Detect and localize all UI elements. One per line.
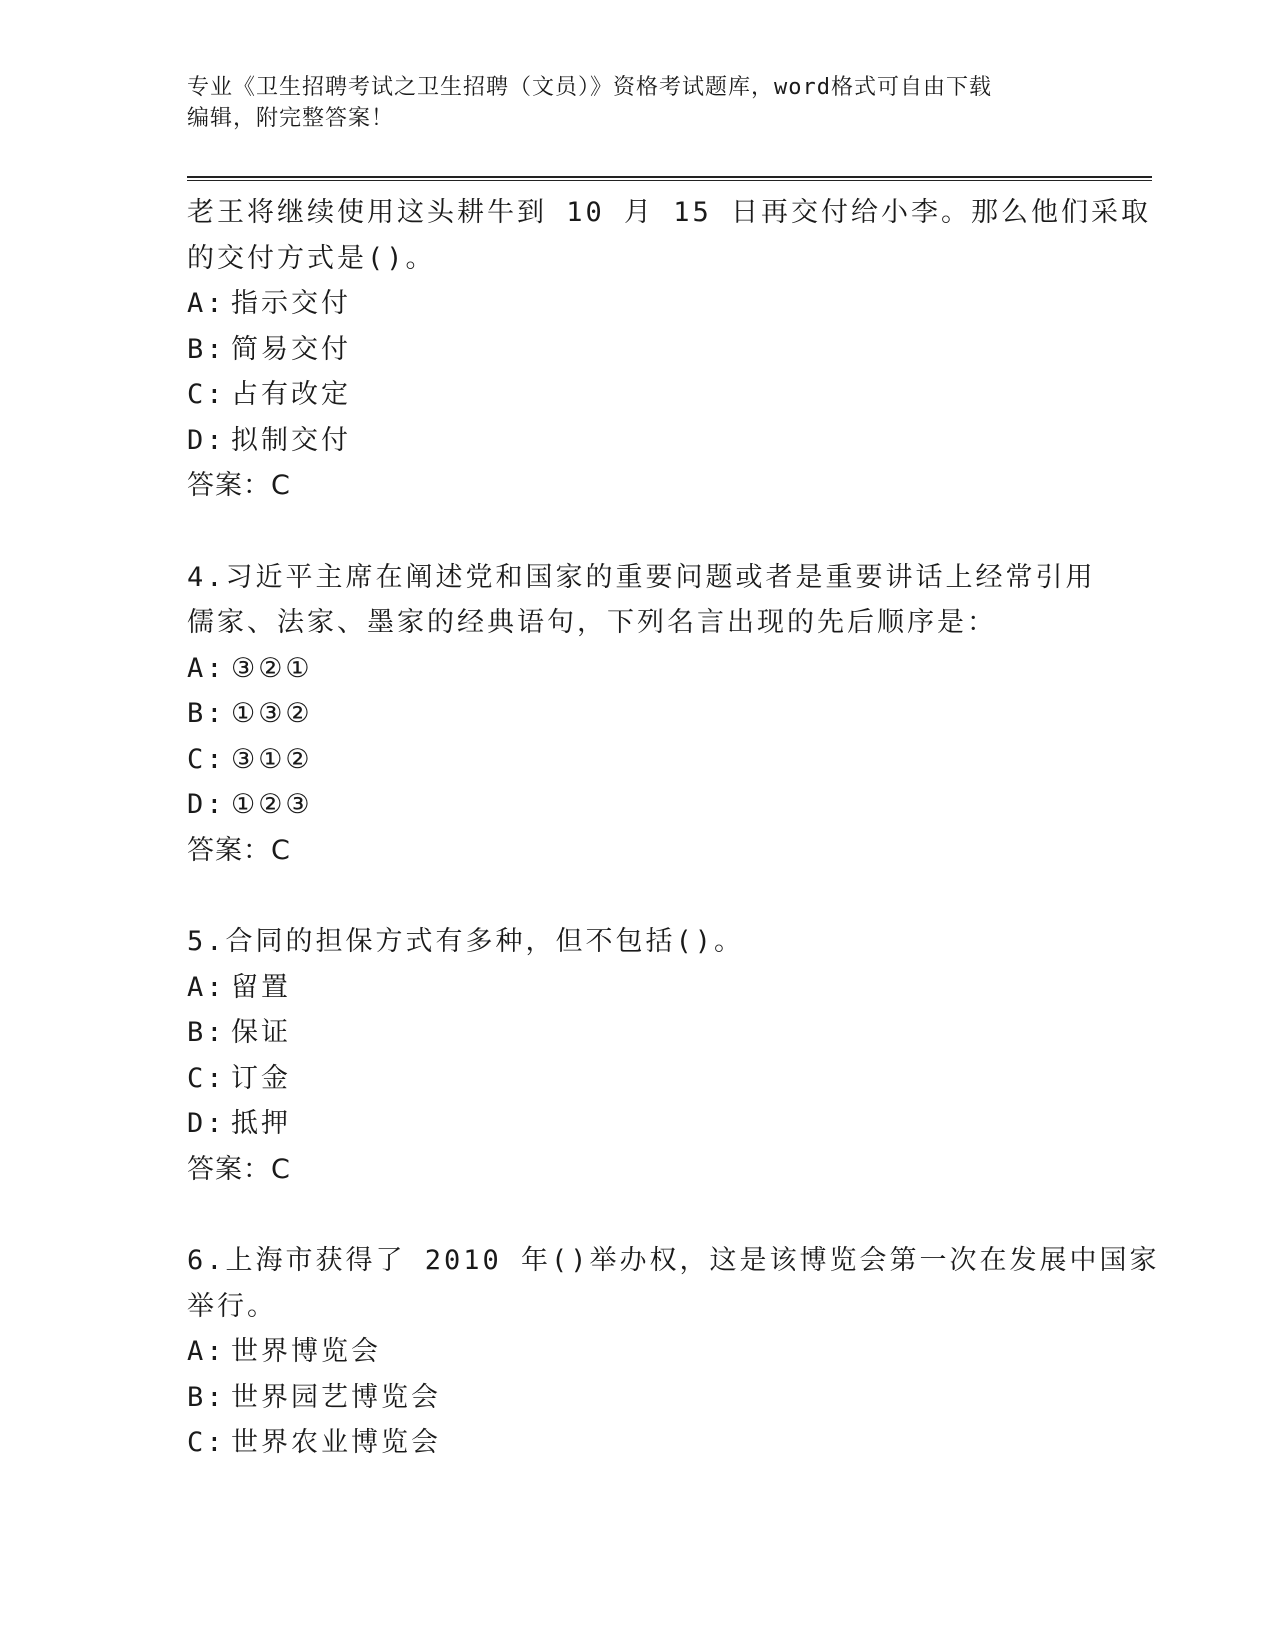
option-c (187, 737, 1087, 783)
option-d (187, 782, 1087, 828)
option-b (187, 1010, 1087, 1056)
option-text: 占有改定 (231, 379, 351, 410)
header-divider (187, 176, 1152, 181)
option-letter: B: (187, 698, 226, 729)
answer-line: 答案：C (187, 834, 291, 866)
option-text: ③②① (231, 652, 313, 684)
option-c (187, 1420, 1087, 1466)
option-text: 拟制交付 (231, 424, 351, 456)
option-d (187, 1101, 1087, 1147)
option-text: 简易交付 (231, 333, 351, 365)
option-c (187, 372, 1087, 418)
spacer (187, 509, 1087, 555)
question-text: 6.上海市获得了 2010 年()举办权，这是该博览会第一次在发展中国家 (187, 1245, 1160, 1276)
document-header (187, 72, 1087, 134)
option-letter: A: (187, 1336, 226, 1367)
option-c (187, 1056, 1087, 1102)
option-letter: A: (187, 288, 226, 319)
option-text: 世界园艺博览会 (231, 1381, 441, 1413)
spacer (187, 873, 1087, 919)
option-a (187, 965, 1087, 1011)
option-text: 订金 (231, 1062, 291, 1094)
option-b (187, 1375, 1087, 1421)
option-b (187, 327, 1087, 373)
option-letter: C: (187, 743, 226, 775)
option-text: ③①② (231, 743, 313, 775)
option-letter: B: (187, 333, 226, 365)
option-letter: D: (187, 789, 226, 820)
option-d (187, 418, 1087, 464)
option-text: 抵押 (231, 1108, 291, 1139)
option-letter: C: (187, 1062, 226, 1094)
question-list (187, 190, 1160, 1466)
option-text: ①②③ (231, 789, 313, 820)
option-a (187, 646, 1087, 692)
question-text: 4.习近平主席在阐述党和国家的重要问题或者是重要讲话上经常引用 (187, 561, 1096, 593)
question-text: 老王将继续使用这头耕牛到 10 月 15 日再交付给小李。那么他们采取 (187, 197, 1152, 228)
header-line-1: 专业《卫生招聘考试之卫生招聘（文员）》资格考试题库，word格式可自由下载 (187, 75, 992, 100)
question-text: 5.合同的担保方式有多种，但不包括()。 (187, 926, 745, 957)
question-text: 儒家、法家、墨家的经典语句，下列名言出现的先后顺序是： (187, 607, 997, 638)
question-text: 举行。 (187, 1290, 277, 1322)
option-letter: A: (187, 971, 226, 1003)
option-a (187, 1329, 1087, 1375)
option-text: 世界博览会 (231, 1336, 381, 1367)
question-6 (187, 1238, 1160, 1466)
answer-line: 答案：C (187, 1153, 291, 1185)
question-5 (187, 919, 1087, 1192)
option-letter: C: (187, 379, 226, 410)
option-letter: A: (187, 652, 226, 684)
option-a (187, 281, 1087, 327)
header-line-2: 编辑，附完整答案！ (187, 106, 395, 131)
option-b (187, 691, 1087, 737)
option-letter: B: (187, 1381, 226, 1413)
option-letter: D: (187, 1108, 226, 1139)
option-letter: B: (187, 1017, 226, 1048)
option-letter: D: (187, 424, 226, 456)
question-4 (187, 555, 1096, 874)
option-letter: C: (187, 1427, 226, 1458)
answer-line: 答案：C (187, 470, 291, 501)
question-text: 的交付方式是()。 (187, 242, 436, 274)
spacer (187, 1192, 1087, 1238)
option-text: 保证 (231, 1017, 291, 1048)
option-text: 留置 (231, 971, 291, 1003)
question-3 (187, 190, 1152, 509)
option-text: 世界农业博览会 (231, 1427, 441, 1458)
option-text: ①③② (231, 698, 313, 729)
option-text: 指示交付 (231, 288, 351, 319)
